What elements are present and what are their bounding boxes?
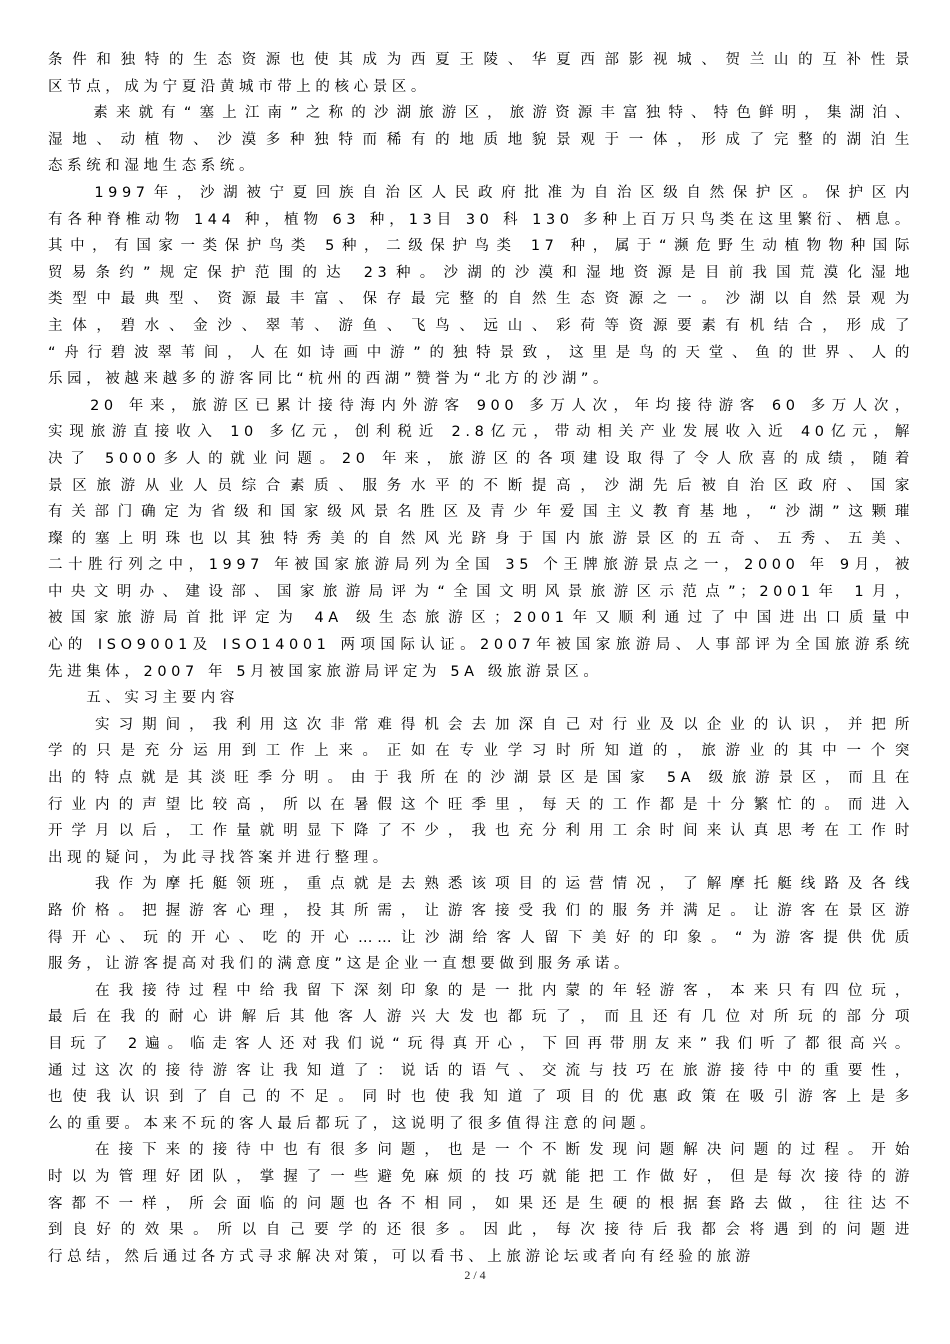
page-number: 2 / 4 — [464, 1268, 486, 1282]
text-line: 中央文明办、建设部、国家旅游局评为“全国文明风景旅游区示范点”；2001年 1月， — [48, 583, 914, 600]
text-line: 被国家旅游局首批评定为 4A 级生态旅游区；2001年又顺利通过了中国进出口质量中 — [48, 610, 914, 627]
text-line: 有关部门确定为省级和国家级风景名胜区及青少年爱国主义教育基地，“沙湖”这颗璀 — [48, 504, 914, 521]
text-line: 最后在我的耐心讲解后其他客人游兴大发也都玩了，而且还有几位对所玩的部分项 — [48, 1009, 914, 1026]
text-line: 到良好的效果。所以自己要学的还很多。因此，每次接待后我都会将遇到的问题进 — [48, 1222, 914, 1239]
text-line: 实现旅游直接收入 10 多亿元，创利税近 2.8亿元，带动相关产业发展收入近 40亿元，解 — [48, 424, 914, 441]
text-line: 1997年，沙湖被宁夏回族自治区人民政府批准为自治区级自然保护区。保护区内 — [48, 184, 914, 201]
text-line: 实习期间，我利用这次非常难得机会去加深自己对行业及以企业的认识，并把所 — [48, 716, 914, 733]
text-line: 决了 5000多人的就业问题。20 年来，旅游区的各项建设取得了令人欣喜的成绩，随着 — [48, 450, 914, 467]
text-line: 20 年来，旅游区已累计接待海内外游客 900 多万人次，年均接待游客 60 多万人次， — [48, 397, 914, 414]
text-line: 开学月以后，工作量就明显下降了不少，我也充分利用工余时间来认真思考在工作时 — [48, 823, 914, 840]
text-line: 贸易条约”规定保护范围的达 23种。沙湖的沙漠和湿地资源是目前我国荒漠化湿地 — [48, 264, 914, 281]
text-line: 得开心、玩的开心、吃的开心……让沙湖给客人留下美好的印象。“为游客提供优质 — [48, 929, 914, 946]
text-line: 出的特点就是其淡旺季分明。由于我所在的沙湖景区是国家 5A 级旅游景区，而且在 — [48, 770, 914, 787]
text-line: 也使我认识到了自己的不足。同时也使我知道了项目的优惠政策在吸引游客上是多 — [48, 1089, 914, 1106]
text-line: 路价格。把握游客心理，投其所需，让游客接受我们的服务并满足。让游客在景区游 — [48, 903, 914, 919]
text-line: 湿地、动植物、沙漠多种独特而稀有的地质地貌景观于一体，形成了完整的湖泊生 — [48, 131, 914, 148]
text-line: 其中，有国家一类保护鸟类 5种，二级保护鸟类 17 种，属于“濒危野生动植物物种国际 — [48, 238, 914, 255]
text-line: 璨的塞上明珠也以其独特秀美的自然风光跻身于国内旅游景区的五奇、五秀、五美、 — [48, 530, 914, 547]
text-line: 在接下来的接待中也有很多问题，也是一个不断发现问题解决问题的过程。开始 — [48, 1142, 914, 1159]
text-line: “舟行碧波翠苇间，人在如诗画中游”的独特景致，这里是鸟的天堂、鱼的世界、人的 — [48, 344, 914, 361]
text-line: 出现的疑问，为此寻找答案并进行整理。 — [48, 849, 392, 866]
text-line: 目玩了 2遍。临走客人还对我们说“玩得真开心，下回再带朋友来”我们听了都很高兴。 — [48, 1035, 914, 1052]
text-line: 有各种脊椎动物 144 种，植物 63 种，13目 30 科 130 多种上百万只鸟类在这里繁衍、栖息。 — [48, 211, 914, 228]
text-line: 行业内的声望比较高，所以在暑假这个旺季里，每天的工作都是十分繁忙的。而进入 — [48, 796, 914, 813]
text-line: 二十胜行列之中，1997 年被国家旅游局列为全国 35 个王牌旅游景点之一，2000 年 9月，被 — [48, 557, 914, 574]
text-line: 态系统和湿地生态系统。 — [48, 158, 259, 175]
text-line: 先进集体，2007 年 5月被国家旅游局评定为 5A 级旅游景区。 — [48, 663, 603, 680]
text-line: 条件和独特的生态资源也使其成为西夏王陵、华夏西部影视城、贺兰山的互补性景 — [48, 52, 914, 68]
text-line: 在我接待过程中给我留下深刻印象的是一批内蒙的年轻游客，本来只有四位玩， — [48, 982, 914, 999]
text-line: 类型中最典型、资源最丰富、保存最完整的自然生态资源之一。沙湖以自然景观为 — [48, 291, 914, 308]
text-line: 学的只是充分运用到工作上来。正如在专业学习时所知道的，旅游业的其中一个突 — [48, 743, 914, 760]
text-line: 区节点，成为宁夏沿黄城市带上的核心景区。 — [48, 78, 430, 95]
text-line: 么的重要。本来不玩的客人最后都玩了，这说明了很多值得注意的问题。 — [48, 1115, 660, 1132]
document-body — [48, 47, 914, 1270]
text-line: 乐园，被越来越多的游客同比“杭州的西湖”赞誉为“北方的沙湖”。 — [48, 371, 613, 388]
text-line: 时以为管理好团队，掌握了一些避免麻烦的技巧就能把工作做好，但是每次接待的游 — [48, 1168, 914, 1185]
text-line: 五、实习主要内容 — [48, 690, 239, 707]
text-line: 行总结，然后通过各方式寻求解决对策，可以看书、上旅游论坛或者向有经验的旅游 — [48, 1248, 755, 1265]
text-line: 主体，碧水、金沙、翠苇、游鱼、飞鸟、远山、彩荷等资源要素有机结合，形成了 — [48, 317, 914, 334]
text-line: 通过这次的接待游客让我知道了：说话的语气、交流与技巧在旅游接待中的重要性， — [48, 1062, 914, 1079]
text-line: 服务，让游客提高对我们的满意度”这是企业一直想要做到服务承诺。 — [48, 956, 634, 973]
text-line: 客都不一样，所会面临的问题也各不相同，如果还是生硬的根据套路去做，往往达不 — [48, 1195, 914, 1212]
text-line: 素来就有“塞上江南”之称的沙湖旅游区，旅游资源丰富独特、特色鲜明，集湖泊、 — [48, 105, 914, 122]
text-line: 景区旅游从业人员综合素质、服务水平的不断提高，沙湖先后被自治区政府、国家 — [48, 477, 914, 494]
text-line: 我作为摩托艇领班，重点就是去熟悉该项目的运营情况，了解摩托艇线路及各线 — [48, 876, 914, 893]
text-line: 心的 ISO9001及 ISO14001 两项国际认证。2007年被国家旅游局、人事部评为全国旅游系统 — [48, 637, 914, 654]
